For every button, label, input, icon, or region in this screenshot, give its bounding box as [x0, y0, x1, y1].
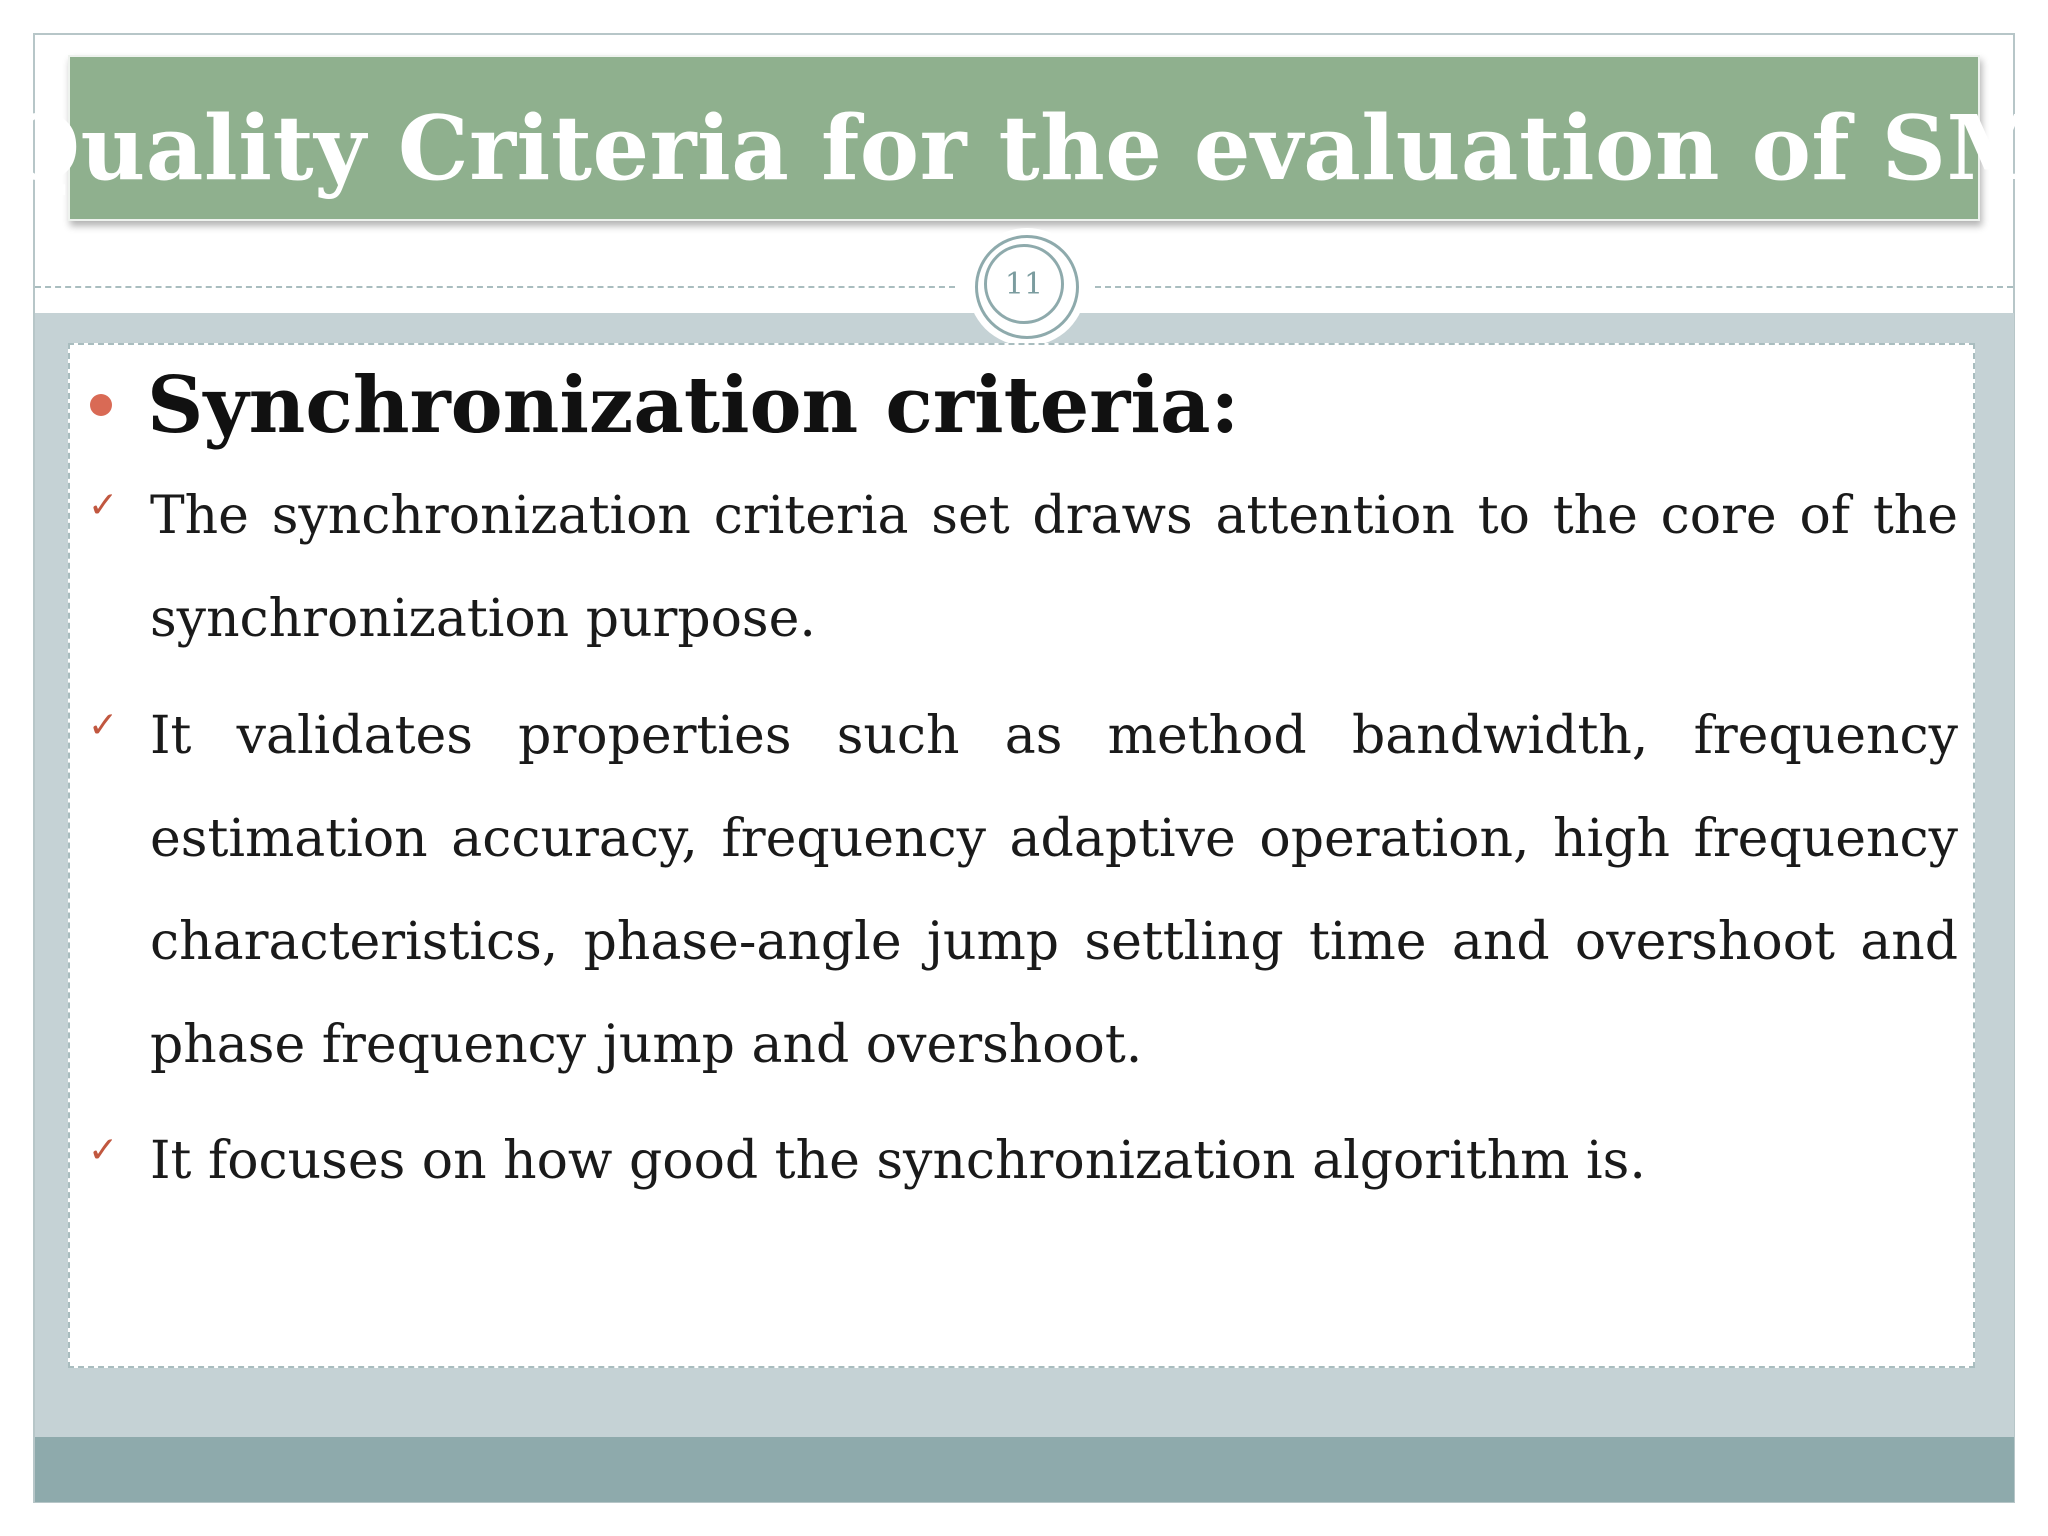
slide-title: Quality Criteria for the evaluation of SM	[2, 94, 2046, 200]
list-item-text: It focuses on how good the synchronization algorithm is.	[150, 1131, 1646, 1191]
divider-right	[1095, 286, 2013, 288]
checkmark-icon: ✓	[88, 705, 119, 746]
checkmark-icon: ✓	[88, 485, 119, 526]
title-bar	[2, 55, 2046, 221]
list-item	[88, 685, 1958, 1097]
page-number: 11	[984, 244, 1064, 324]
divider-left	[35, 286, 955, 288]
section-heading: Synchronization criteria:	[147, 359, 1240, 451]
list-item	[88, 1110, 1958, 1213]
page-number-badge	[971, 231, 1083, 343]
checkmark-icon: ✓	[88, 1130, 119, 1171]
bullet-dot-icon	[90, 394, 112, 416]
slide-bottom-band	[35, 1437, 2014, 1502]
heading-row	[90, 360, 1239, 450]
list-item	[88, 465, 1958, 671]
list-item-text: The synchronization criteria set draws attention to the core of the synchronization purpose.	[150, 486, 1958, 649]
list-item-text: It validates properties such as method bandwidth, frequency estimation accuracy, frequency adaptive operation, high frequency characteristics, phase-angle jump settling time and overshoot and phase frequency jump and overshoot.	[150, 706, 1958, 1075]
